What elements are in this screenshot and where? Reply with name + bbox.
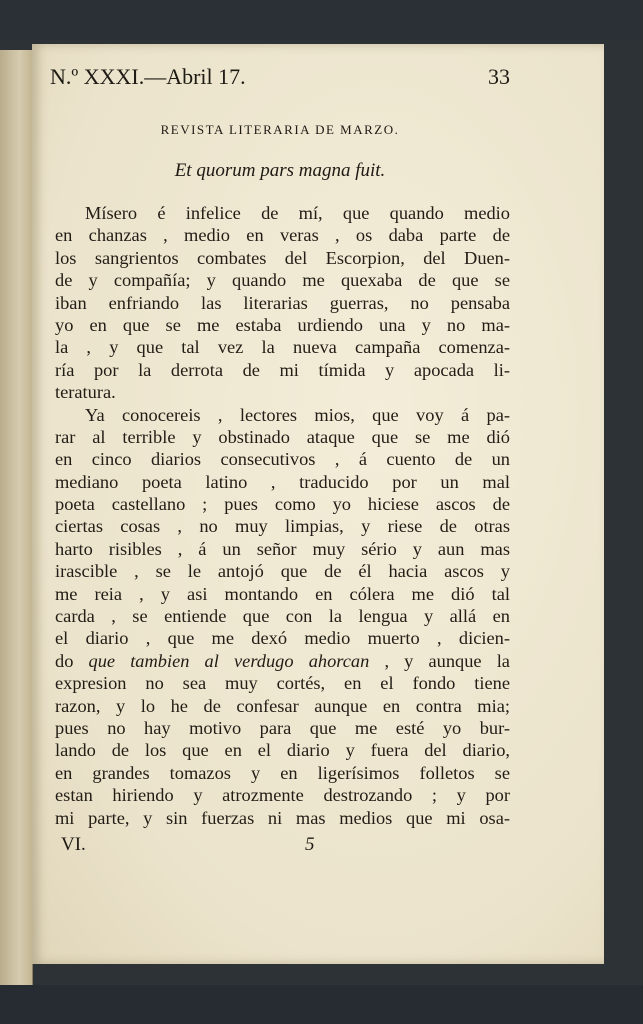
text-line: Ya conocereis , lectores mios, que voy á pa- — [85, 404, 510, 425]
text-line: lando de los que en el diario y fuera del diario, — [55, 740, 510, 761]
text-line: Mísero é infelice de mí, que quando medio — [85, 203, 510, 223]
volume-mark: VI. — [61, 834, 86, 855]
page-number: 33 — [488, 64, 510, 89]
text-line: carda , se entiende que con la lengua y allá en — [55, 606, 510, 627]
text-line: estan hiriendo y atrozmente destrozando ; y por — [55, 785, 510, 806]
text-line: de y compañía; y quando me quexaba de que se — [55, 270, 510, 291]
text-line: rar al terrible y obstinado ataque que se me dió — [55, 426, 510, 447]
scan-background-top — [0, 0, 643, 40]
text-line: en chanzas , medio en veras , os daba parte de — [55, 225, 510, 246]
text-line: expresion no sea muy cortés, en el fondo tiene — [55, 673, 510, 694]
text-line: ría por la derrota de mi tímida y apocada li- — [55, 359, 510, 380]
text-line: irascible , se le antojó que de él hacia ascos y — [55, 561, 510, 582]
left-page-edge — [0, 50, 33, 990]
italic-quote: que tambien al verdugo ahorcan — [88, 650, 370, 671]
text-line: razon, y lo he de confesar aunque en contra mia; — [55, 695, 510, 716]
text-line: iban enfriando las literarias guerras, no pensaba — [55, 292, 510, 313]
text-line: la , y que tal vez la nueva campaña comenza- — [55, 337, 510, 358]
text-line: teratura. — [55, 382, 116, 403]
text-line: me reia , y asi montando en cólera me dió tal — [55, 583, 510, 604]
text-line: el diario , que me dexó medio muerto , dicien- — [55, 628, 510, 649]
text-fragment: , y aunque la — [384, 650, 510, 671]
text-line: en grandes tomazos y en ligerísimos folletos se — [55, 762, 510, 783]
signature-mark: 5 — [305, 834, 315, 855]
text-line: los sangrientos combates del Escorpion, del Duen- — [55, 247, 510, 268]
text-line: yo en que se me estaba urdiendo una y no ma- — [55, 314, 510, 335]
text-line: mi parte, y sin fuerzas ni mas medios que mi osa- — [55, 807, 510, 828]
running-header — [50, 64, 510, 96]
text-line: mediano poeta latino , traducido por un mal — [55, 471, 510, 492]
text-line: harto risibles , á un señor muy sério y aun mas — [55, 538, 510, 559]
text-line: ciertas cosas , no muy limpias, y riese de otras — [55, 516, 510, 537]
scan-background-bottom — [0, 985, 643, 1024]
article-body — [55, 202, 510, 829]
text-line: en cinco diarios consecutivos , á cuento de un — [55, 449, 510, 470]
text-line-with-italic — [55, 650, 510, 672]
section-title: REVISTA LITERARIA DE MARZO. — [160, 122, 400, 137]
page-footer — [55, 834, 510, 860]
text-line: pues no hay motivo para que me esté yo bur- — [55, 717, 510, 738]
text-fragment: do — [55, 650, 89, 671]
issue-date-header: N.º XXXI.—Abril 17. — [50, 64, 246, 89]
text-line: poeta castellano ; pues como yo hiciese ascos de — [55, 494, 510, 515]
epigraph: Et quorum pars magna fuit. — [174, 160, 386, 181]
